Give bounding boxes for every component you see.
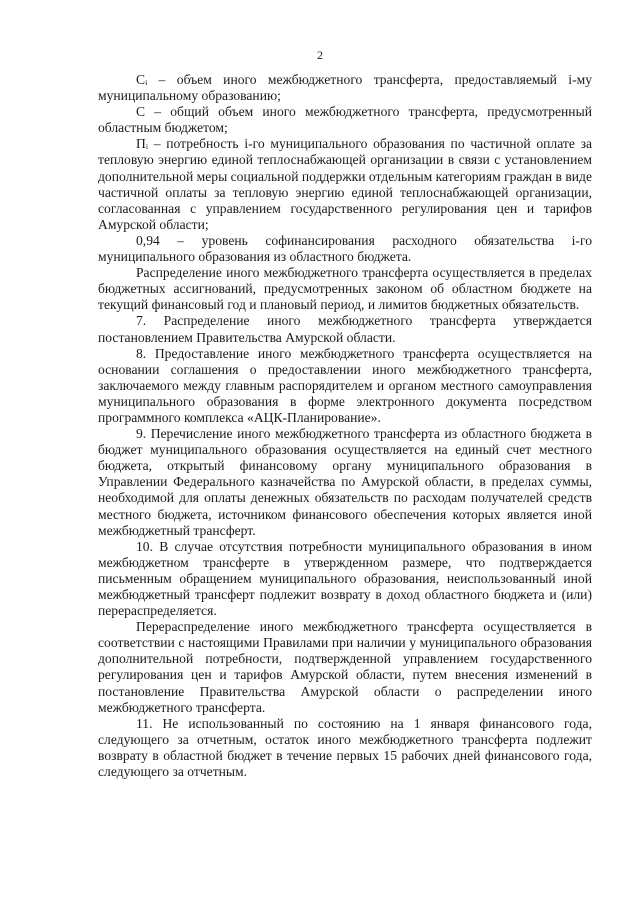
paragraph-ci-definition: Сᵢ – объем иного межбюджетного трансферта, предоставляемый i-му муниципальному образованию; <box>98 72 592 104</box>
paragraph-item-10: 10. В случае отсутствия потребности муниципального образования в ином межбюджетном трансферте в утвержденном размере, что подтверждается письменным обращением муниципального образования, неиспользованный иной межбюджетный трансферт подлежит возврату в доход областного бюджета и (или) перераспределяется. <box>98 538 592 619</box>
paragraph-item-7: 7. Распределение иного межбюджетного трансферта утверждается постановлением Правительства Амурской области. <box>98 313 592 345</box>
page-number: 2 <box>317 48 323 62</box>
paragraph-item-9: 9. Перечисление иного межбюджетного трансферта из областного бюджета в бюджет муниципального образования осуществляется на единый счет местного бюджета, открытый финансовому органу муниципального образования в Управлении Федерального казначейства по Амурской области, в пределах суммы, необходимой для оплаты денежных обязательств по расходам получателей средств местного бюджета, источником финансового обеспечения которых является иной межбюджетный трансферт. <box>98 426 592 538</box>
document-body <box>98 72 592 780</box>
paragraph-cofinancing-level: 0,94 – уровень софинансирования расходного обязательства i-го муниципального образования из областного бюджета. <box>98 232 592 265</box>
paragraph-distribution-limits: Распределение иного межбюджетного трансферта осуществляется в пределах бюджетных ассигнований, предусмотренных законом об областном бюджете на текущий финансовый год и плановый период, и лимитов бюджетных обязательств. <box>98 265 592 313</box>
paragraph-pi-definition: Пᵢ – потребность i-го муниципального образования по частичной оплате за тепловую энергию единой теплоснабжающей организации в связи с установлением дополнительной меры социальной поддержки отдельным категориям граждан в виде частичной оплаты за тепловую энергию единой теплоснабжающей организации, согласованная с управлением государственного регулирования цен и тарифов Амурской области; <box>98 136 592 232</box>
paragraph-item-8: 8. Предоставление иного межбюджетного трансферта осуществляется на основании соглашения о предоставлении иного межбюджетного трансферта, заключаемого между главным распорядителем и органом местного самоуправления муниципального образования в форме электронного документа посредством программного комплекса «АЦК-Планирование». <box>98 345 592 425</box>
paragraph-c-definition: С – общий объем иного межбюджетного трансферта, предусмотренный областным бюджетом; <box>98 104 592 136</box>
paragraph-item-11: 11. Не использованный по состоянию на 1 января финансового года, следующего за отчетным, остаток иного межбюджетного трансферта подлежит возврату в областной бюджет в течение первых 15 рабочих дней финансового года, следующего за отчетным. <box>98 715 592 780</box>
paragraph-redistribution: Перераспределение иного межбюджетного трансферта осуществляется в соответствии с настоящими Правилами при наличии у муниципального образования дополнительной потребности, подтвержденной управлением государственного регулирования цен и тарифов Амурской области, путем внесения изменений в постановление Правительства Амурской области о распределении иного межбюджетного трансферта. <box>98 619 592 715</box>
